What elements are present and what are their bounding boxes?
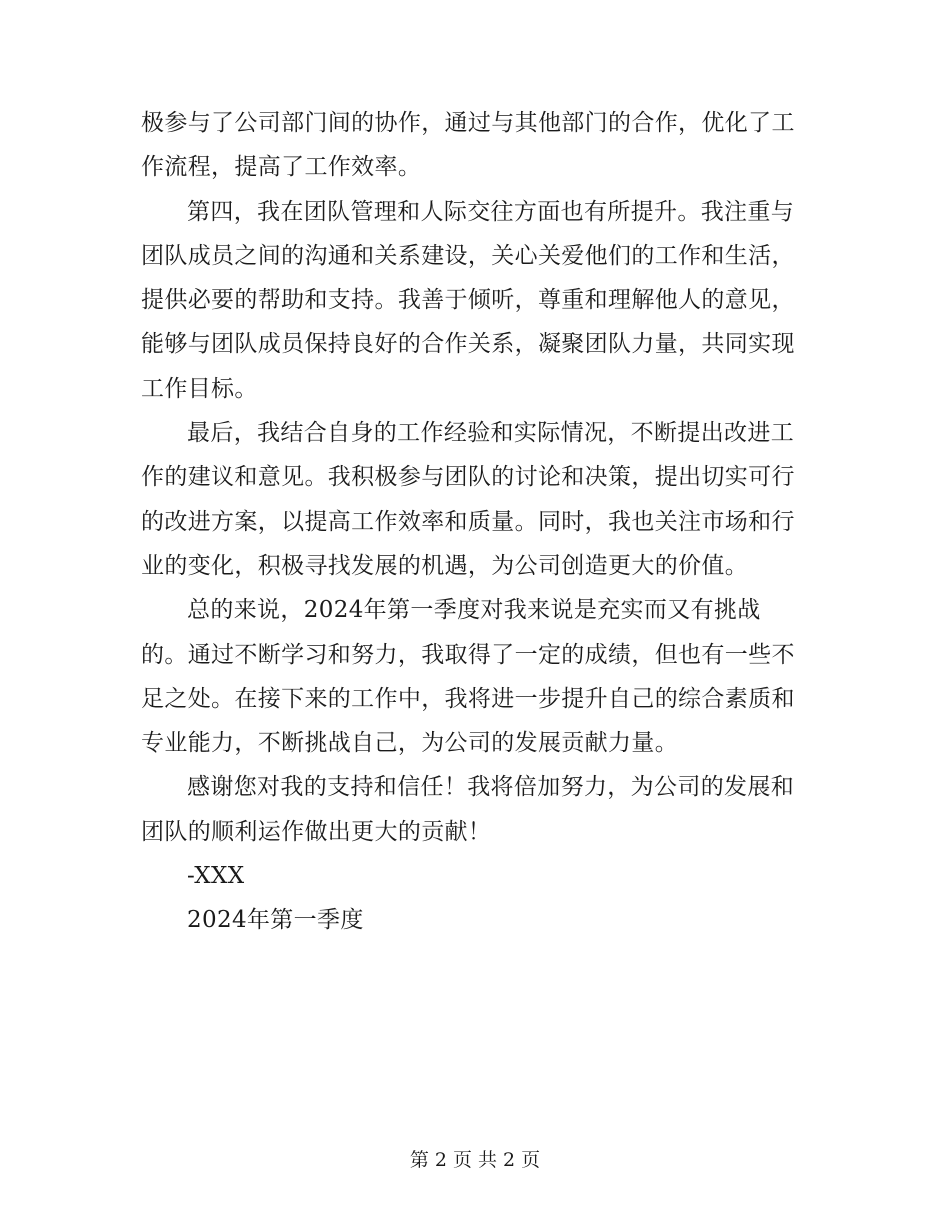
signature: -XXX	[187, 863, 245, 890]
paragraph-improvement-suggestions: 最后，我结合自身的工作经验和实际情况，不断提出改进工作的建议和意见。我积极参与团队的讨论和决策，提出切实可行的改进方案，以提高工作效率和质量。同时，我也关注市场和行业的变化，积极寻找发展的机遇，为公司创造更大的价值。	[141, 420, 795, 579]
paragraph-team-management: 第四，我在团队管理和人际交往方面也有所提升。我注重与团队成员之间的沟通和关系建设，关心关爱他们的工作和生活，提供必要的帮助和支持。我善于倾听，尊重和理解他人的意见，能够与团队成员保持良好的合作关系，凝聚团队力量，共同实现工作目标。	[141, 198, 795, 402]
page-number: 第 2 页 共 2 页	[409, 1149, 541, 1171]
document-date: 2024年第一季度	[187, 907, 364, 934]
paragraph-summary: 总的来说，2024年第一季度对我来说是充实而又有挑战的。通过不断学习和努力，我取得了一定的成绩，但也有一些不足之处。在接下来的工作中，我将进一步提升自己的综合素质和专业能力，不断挑战自己，为公司的发展贡献力量。	[141, 597, 795, 757]
paragraph-continuation: 极参与了公司部门间的协作，通过与其他部门的合作，优化了工作流程，提高了工作效率。	[141, 110, 795, 181]
page-footer	[0, 1146, 950, 1174]
document-body	[141, 101, 801, 943]
paragraph-thanks: 感谢您对我的支持和信任！我将倍加努力，为公司的发展和团队的顺利运作做出更大的贡献！	[141, 774, 795, 845]
